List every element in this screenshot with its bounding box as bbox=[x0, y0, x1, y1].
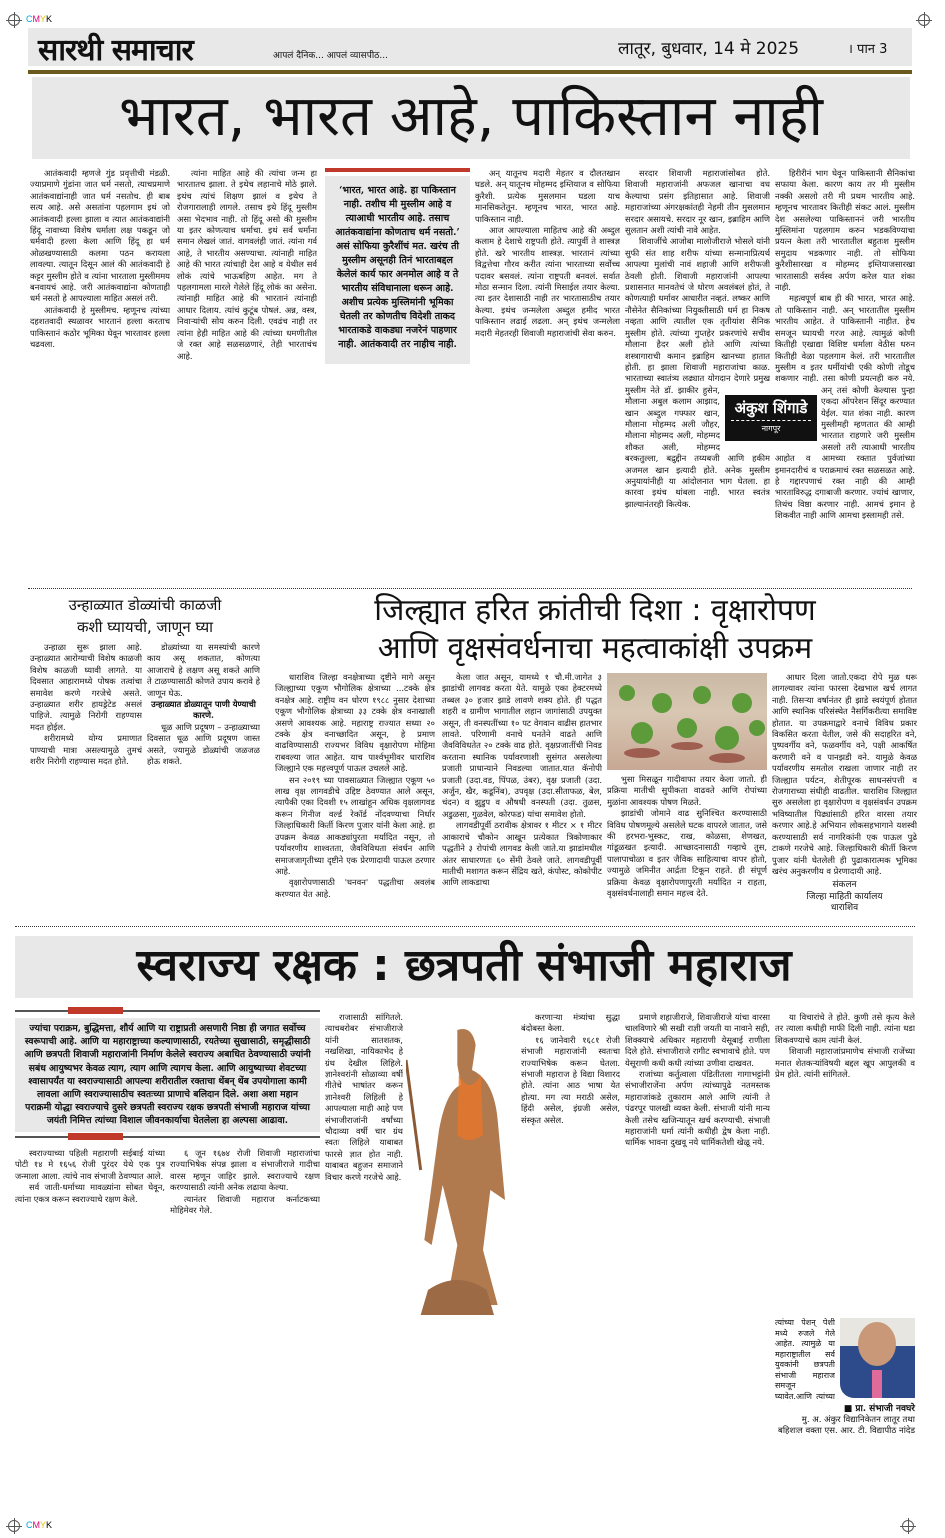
cmyk-mark: CMYK bbox=[26, 14, 53, 24]
author-photo bbox=[840, 1318, 915, 1398]
article-column: केला जात असून, यामध्ये १ चौ.मी.जागेत ३ झाडांची लागवड करता येते. यामुळे एका हेक्टरमध्ये तब्बल ३० हजार झाडे लावणे शक्य होते. ही पद्धत शहरी व ग्रामीण भागातील लहान जागांसाठी उपयुक्त असून, ती वनस्पतींच्या १० पट वेगवान वाढीस हातभार लावते. परिणामी वनाचे घनतेने वाढते आणि जैवविविधतेत २० टक्के वाढ होते. वृक्षप्रजातींची निवड करताना स्थानिक पर्यावरणाशी सुसंगत असलेल्या प्रजाती प्राधान्याने निवडल्या जातात.यात कॅनोपी प्रजाती (उदा.वड, पिंपळ, उंबर), वृक्ष प्रजाती (उदा. अर्जुन, खैर, कडूनिंब), उपवृक्ष (उदा.सीताफळ, बेल, चंदन) व झुडुप व औषधी वनस्पती (उदा. तुळस, अडुळसा, गुळवेल, कोरफड) यांचा समावेश होतो. लागवडीपूर्वी ठरावीक क्षेत्रावर १ मीटर × १ मीटर आकाराचे चौकोन आखून प्रत्येकात त्रिकोणाकार पद्धतीने ३ रोपांची लागवड केली जाते.या झाडांमधील अंतर साधारणतः ६० सेंमी ठेवले जाते. लागवडीपूर्वी मातीची मशागत करून सेंद्रिय खते, कंपोस्ट, कोकोपीट आणि लाकडाचा bbox=[442, 672, 602, 888]
article-column: प्रमाणे शहाजीराजे, शिवाजीराजे यांचा वारसा चालविणारे श्री सखी राज्ञी जयती या नावाने सही, शिक्क्याचे अधिकार महाराणी येसूबाई राणीला दिले होते. संभाजीराजे रागीट स्वभावाचे होते. पण येसूराणी कधी कधी त्यांच्या उणीवा दाखवत. राजांच्या कर्तुत्वाला पंडितीतला गागाभट्टांनी संभाजीराजेंना अर्पण त्यांच्यापुढे नतमस्तक महाराजांकडे तुकाराम आले आणि त्यांनी ते पंढरपूर पालखी व्यक्त केली. संभाजी यांनी मान्य केली तसेच खजिन्यातून खर्च करण्याची. संभाजी महाराजांनी धर्मा त्यांनी कधीही द्वेष केला नाही. धार्मिक भावना दुखवू नये धार्मिकतेशी खेळू नये. bbox=[625, 1012, 770, 1148]
article-column: त्यांना माहित आहे की त्यांचा जन्म हा भारतातच झाला. ते इथेच लहानाचे मोठे झाले. इथंच त्यांचं शिक्षण झालं व इथेच ते रोजगारालाही लागले. तसाच इथे हिंदू मुस्लीम असा भेदभाव नाही. तो हिंदू असो की मुस्लीम या इतर कोणत्याच धर्माचा. इथं सर्व धर्मांना समान लेखलं जातं. वागवलंही जातं. त्यांना गर्व आहे, ते भारतीय असण्याचा. त्यांनाही माहित आहे की भारत त्यांचाही देश आहे व येथील सर्व लोकं त्यांचे भाऊबहिण आहेत. मग ते पहलगामला मारले गेलेले हिंदू लोकं का असेना. त्यांनाही माहित आहे की भारतानं त्यांनाही आधार दिलाय. त्यांचं कुटूंब पोषलं. अन्न, वस्त्र, निवाऱ्यांची सोय करुन दिली. एवढंच नाही तर त्यांना हेही माहित आहे की त्यांच्या धमणीतील जे रक्त आहे सळसळणारं, तेही भारताचंच आहे. bbox=[177, 168, 317, 361]
article-column: भुसा मिसळून गादीवाफा तयार केला जातो. ही प्रक्रिया मातीची सुपीकता वाढवते आणि रोपांच्या मुळांना आवश्यक पोषण मिळते. झाडांची जोमाने वाढ सुनिश्चित करण्यासाठी विविध पोषणमूल्ये असलेले घटक वापरले जातात, जसे की हरभरा-भुस्कट, राख, कोळसा, शेणखत, गांडूळखत इत्यादी. आच्छादनासाठी गव्हाचे तुस, पालापाचोळा व इतर जैविक साहित्याचा वापर होतो, ज्यामुळे जमिनीत आर्द्रता टिकून राहते. ही संपूर्ण प्रक्रिया केवळ वृक्षारोपणापुरती मर्यादित न राहता, वृक्षसंवर्धनालाही समान महत्त्व देते. bbox=[607, 774, 767, 899]
article-column: स्वराज्याच्या पहिली महाराणी सईबाई यांच्या पोटी १४ मे १६५६ रोजी पुरंदर येथे एक पुत्र जन्माला आला. त्यांचे नाव संभाजी ठेवण्यात आले. सर्व जाती-धर्माच्या मावळ्यांना सोबत घेवून, त्यांना एकत्र करून स्वराज्याचे रक्षण केले. bbox=[15, 1148, 165, 1204]
article-column: ६ जून १६७४ रोजी शिवाजी महाराजांचा राज्याभिषेक संपन्न झाला व संभाजीराजे गादीचा वारस म्हणून जाहिर झाले. स्वराज्याचे रक्षण करण्यासाठी त्यांनी अनेक लढाया केल्या. त्यानंतर शिवाजी महाराज कर्नाटकच्या मोहिमेवर गेले. bbox=[170, 1148, 320, 1216]
intro-rule bbox=[15, 1010, 320, 1012]
signoff: संकलन जिल्हा माहिती कार्यालय धाराशिव bbox=[806, 880, 883, 914]
article-headline: भारत, भारत आहे, पाकिस्तान नाही bbox=[32, 77, 910, 159]
registration-mark bbox=[918, 14, 930, 26]
article-column: आधार दिला जातो.एकदा रोपे मुळ धरू लागल्यावर त्यांना फारसा देखभाल खर्च लागत नाही. तिसऱ्या वर्षानंतर ही झाडे स्वयंपूर्ण होतात आणि स्थानिक परिसंस्थेत नैसर्गिकरीत्या समाविष्ट होतात. या उपक्रमाद्वारे वनाचे विविध प्रकार विकसित करता येतील, जसे की सदाहरित वने, पुष्पवर्गीय वने, फळवर्गीय वने, पक्षी आकर्षित करणारी वने व पानझडी वने. यामुळे केवळ पर्यावरणीय समतोल राखला जाणार नाही तर जिल्ह्यात पर्यटन, शेतीपूरक साधनसंपत्ती व रोजगाराच्या संधीही वाढतील. धाराशिव जिल्ह्यात सुरु असलेला हा वृक्षारोपण व वृक्षसंवर्धन उपक्रम भविष्यातील पिढ्यांसाठी हरित वारसा तयार करणार आहे.हे अभियान लोकसहभागाने यशस्वी करण्यासाठी सर्व नागरिकांनी एक पाऊल पुढे टाकणे गरजेचे आहे. जिल्हाधिकारी कीर्ती किरण पुजार यांनी घेतलेली ही पुढाकारात्मक भूमिका खरंच अनुकरणीय व प्रेरणादायी आहे. संकलन जिल्हा माहिती कार्यालय धाराशिव bbox=[772, 672, 917, 914]
author-block bbox=[775, 1404, 915, 1437]
intro-rule bbox=[15, 1136, 320, 1138]
byline-box bbox=[725, 395, 817, 441]
intro-accent bbox=[68, 1133, 123, 1140]
article-column: राजासाठी सांगितले. त्याचबरोबर संभाजीराजे यांनी सातशतक, नखशिखा, नायिकाभेद हे ग्रंथ देखील लिहिले. ज्ञानेश्वरांनी सोळाव्या वर्षी गीतेचे भाषांतर करून ज्ञानेश्वरी लिहिली हे आपल्याला माही आहे पण संभाजीराजांनी वर्षांच्या चौदाव्या वर्षी चार ग्रंथ स्वतः लिहिले याबाबत फारसे ज्ञात होत नाही. याबाबत बहुजन समाजाने विचार करणे गरजेचे आहे. bbox=[325, 1012, 403, 1182]
intro-accent bbox=[68, 1007, 123, 1014]
article-column: डोळ्यांच्या या समस्यांची कारणे काय असू शकतात, कोणत्या आजाराचे हे लक्षण असू शकते आणि ते टाळण्यासाठी कोणते उपाय करावे हे जाणून घेऊ. उन्हाळ्यात डोळ्यातून पाणी येण्याची कारणे. धूळ आणि प्रदूषण – उन्हाळ्याच्या दिवसात धूळ आणि प्रदूषण जास्त असते, ज्यामुळे डोळ्यांची जळजळ होऊ शकते. bbox=[147, 642, 260, 767]
saplings-photo bbox=[607, 673, 767, 770]
pull-quote: ‘भारत, भारत आहे. हा पाकिस्तान नाही. तशीच मी मुस्लीम आहे व त्याआधी भारतीय आहे. तसाच आतंकवाद्यांना कोणताच धर्म नसतो.’ असं सोफिया कुरैशींचं मत. खरंच ती मुस्लीम असूनही तिनं भारताबद्दल केलेलं कार्य फार अनमोल आहे व ते भारतीय संविधानाला धरून आहे. अशीच प्रत्येक मुस्लिमांनी भूमिका घेतली तर कोणतीच विदेशी ताकद भारताकडे वाकड्या नजरेनं पाहणार नाही. आतंकवादी तर नाहीच नाही. bbox=[325, 176, 470, 364]
page-number: । पान 3 bbox=[848, 42, 888, 57]
article-headline: उन्हाळ्यात डोळ्यांची काळजी कशी घ्यायची, जाणून घ्या bbox=[68, 596, 222, 636]
author-tie bbox=[872, 1370, 882, 1398]
article-column: त्यांच्या पेशन् पेशी मध्ये रुजले गेले आहेत. त्यामुळे या महाराष्ट्रातील सर्व युवकांनी छत्रपती संभाजी महाराज समजून घ्यावेत.आणि त्यांच्या bbox=[775, 1318, 835, 1401]
masthead-title: सारथी समाचार bbox=[38, 33, 193, 68]
article-column: करणाऱ्या मंत्र्यांचा सुद्धा बंदोबस्त केला. १६ जानेवारी १६८१ रोजी संभाजी महाराजांनी स्वतःचा राज्याभिषेक करून घेतला. संभाजी महाराज हे विद्या विशारद होते. त्यांना आठ भाषा येत होत्या. मग त्या मराठी असेल, हिंदी असेल, इंग्रजी असेल, संस्कृत असेल. bbox=[475, 1012, 620, 1412]
cmyk-mark: CMYK bbox=[26, 1520, 53, 1530]
intro-box: ज्यांचा पराक्रम, बुद्धिमत्ता, शौर्य आणि या राष्ट्राप्रती असणारी निष्ठा ही जगात सर्वोच्च स्वरूपाची आहे. आणि या महाराष्ट्राच्या कल्याणासाठी, रयतेच्या सुखासाठी, समृद्धीसाठी आणि छत्रपती शिवाजी महाराजांनी निर्माण केलेले स्वराज्य अबाधित ठेवण्यासाठी ज्यांनी सबंध आयुष्यभर केवळ त्याग, त्याग आणि त्यागच केला. आणि आयुष्याच्या शेवटच्या श्वासापर्यंत या स्वराज्यासाठी आपल्या शरीरातील रक्ताचा थेंबन् थेंब उपयोगाला कामी लावला आणि स्वराज्यासाठीच स्वतःच्या प्राणाचे बलिदान दिले. अशा अशा महान पराक्रमी योद्धा स्वराज्याचे दुसरे छत्रपती स्वराज्य रक्षक छत्रपती संभाजी महाराज यांच्या जयंती निमित्त त्यांच्या विशाल जीवनकार्याचा घेतलेला हा अल्पसा आढावा. bbox=[15, 1018, 320, 1132]
registration-mark bbox=[8, 1520, 20, 1532]
article-column: अन् यातूनच मदारी मेहतर व दौलतखान घडले. अन् यातूनच मोहम्मद इम्तियाज व सोफिया कुरैशी. प्रत्येक मुसलमान घडला याच मानसिकतेतून. म्हणूनच भारत, भारत आहे. पाकिस्तान नाही. आज आपल्याला माहितच आहे की अब्दुल कलाम हे देशाचे राष्ट्रपती होते. त्यापुर्वी ते शास्त्रज्ञ होते. खरे भारतीय शास्त्रज्ञ. भारतानं त्यांच्या विद्वत्तेचा गौरव करीत त्यांना भारताच्या सर्वोच्च पदावर बसवलं. त्यांना राष्ट्रपती बनवलं. सर्वात मोठा सन्मान दिला. त्यांनी मिसाईल तयार केल्या. त्या इतर देशासाठी नाही तर भारतासाठीच तयार केल्या. इथंच जन्मलेला अब्दुल हमीद भारत पाकिस्तान लढाई लढला. अन् इथंच जन्मलेला मदारी मेहतरही शिवाजी महाराजांची सेवा करुन. bbox=[475, 168, 620, 338]
article-headline: स्वराज्य रक्षक : छत्रपती संभाजी महाराज bbox=[15, 936, 913, 998]
registration-mark bbox=[8, 14, 20, 26]
byline-name: अंकुश शिंगाडे bbox=[734, 399, 808, 417]
article-column: हिरीरीनं भाग घेवून पाकिस्तानी सैनिकांचा सफाया केला. कारण काय तर मी मुस्लीम नक्की असलो तरी मी प्रथम भारतीय आहे. म्हणूनच भारतावर कितीही संकट आलं. मुस्लीम देश असलेल्या पाकिस्ताननं जरी भारतीय मुस्लिमांना पहलगाम करुन भडकविण्याचा प्रयत्न केला तरी भारतातील बहुतःश मुस्लीम समुदाय भडकणार नाही. तो सोफिया कुरैशीसारखा व मोहम्मद इम्तियाजसारखा भारतासाठी सर्वस्व अर्पण करेल यात शंका नाही. महत्वपूर्ण बाब ही की भारत, भारत आहे. तो पाकिस्तान नाही. अन् भारतातील मुस्लीम भारतीय आहेत. ते पाकिस्तानी नाहीत. हेच समजून घ्यायची गरज आहे. त्यामुळं कोणी कितीही एखाद्या विशिष्ट धर्माला वेठीस धरुन कितीही वेळा पहलगाम केलं. तरी भारतातील मुस्लीम व इतर धर्मीयांची एकी कोणी तोडूच शकणार नाही. तसा कोणी प्रयत्नही करु नये. अन् तसं कोणी केल्यास पुन्हा एकदा ऑपरेशन सिंदूर करण्यात येईल. यात शंका नाही. कारण मुस्लीमही म्हणतात की आम्ही भारतात राहणारे जरी मुस्लीम असलो तरी त्याआधी भारतीय आहोत व आमच्या रक्तात पुर्वजांच्या इमानदारीचं व पराक्रमाचं रक्त सळसळत आहे. हे गद्दारपणाचं रक्त नाही की आम्ही भारताविरुद्ध दगाबाजी करणार. ज्यांचं खाणार, तिथंच विष्ठा करणार नाही. आमचं इमान हे शिकवीत नाही आणि आमचा इस्लामही तसे. bbox=[775, 168, 915, 521]
article-column: उन्हाळा सुरू झाला आहे. उन्हाळ्यात आरोग्याची विशेष काळजी विशेष काळजी घ्यावी लागते. या दिवसात आहारामध्ये पोषक तत्वांचा समावेश करणे गरजेचे असते. उन्हाळ्यात शरीर हायड्रेटेड असलं पाहिजे. त्यामुळे निरोगी राहण्यास मदत होईल. शरीरामध्ये योग्य प्रमाणात पाण्याची मात्रा असल्यामुळे तुमचं शरीर निरोगी राहण्यास मदत होते. bbox=[30, 642, 142, 767]
byline-place: नागपूर bbox=[731, 420, 811, 434]
article-column: या विचारांचे ते होते. कुणी तसे कृत्य केले तर त्याला कधीही माफी दिली नाही. त्यांना धडा शिकवण्याचे काम त्यांनी केलं. शिवाजी महाराजांप्रमाणेच संभाजी राजेंच्या मनात शेतकऱ्यांविषयी बद्दल खूप आपुलकी व प्रेम होते. त्यांनी सांगितले. bbox=[775, 1012, 915, 1080]
dateline: लातूर, बुधवार, 14 मे 2025 bbox=[618, 39, 800, 59]
article-column: सरदार शिवाजी महाराजांसोबत होते. शिवाजी महाराजांनी अफजल खानाचा वध केल्याचा प्रसंग इतिहासात आहे. शिवाजी महाराजांच्या अंगरक्षकांतही नेहमी तीन मुसलमान सरदार असायचे. सरदार नूर खान, इब्राहिम आणि सुलतान अशी त्यांची नावे आहेत. शिवाजींचे आजोबा मालोजीराजे भोसले यांनी सुफी संत शाह शरीफ यांच्या सन्मानाप्रित्यर्थ आपल्या मुलांची नावं शहाजी आणि शरीफजी ठेवली होती. शिवाजी महाराजांनी आपल्या प्रशासनात मानवतेचं जे धोरण अवलंबलं होतं, ते कोणत्याही धर्मावर आधारीत नव्हतं. लष्कर आणि नौसेनेत सैनिकांच्या नियुक्तीसाठी धर्म हा निकष नव्हता आणि त्यातील एक तृतीयांश सैनिक मुस्लीम होते. त्यांच्या गुप्तहेर प्रकरणांचे सचीव मौलाना हैदर अली होते आणि त्यांच्या शस्त्रागाराची कमान इब्राहिम खानच्या हातात होती. हा झाला शिवाजी महाराजांचा काळ. भारताच्या स्वातंत्र्य लढ्यात योगदान देणारे प्रमुख मुस्लीम नेते डॉ. झाकीर हुसेन, मौलाना अबुल कलाम आझाद, खान अब्दुल गफ्फार खान, मौलाना मोहम्मद अली जौहर, मौलाना मोहम्मद अली, मोहम्मद शौकत अली, मोहम्मद बरकतुल्ला, बद्रुद्दीन तय्यबजी आणि हकीम अजमल खान इत्यादी होते. अनेक मुस्लीम अनुयायांनीही या आंदोलनात भाग घेतला. हा कारवा इथंच थांबला नाही. भारत स्वतंत्र झाल्यानंतरही कित्येक. bbox=[625, 168, 770, 509]
author-face bbox=[858, 1322, 896, 1366]
article-headline: जिल्ह्यात हरित क्रांतीची दिशा : वृक्षारोपण आणि वृक्षसंवर्धनाचा महत्वाकांक्षी उपक्रम bbox=[374, 593, 816, 666]
article-column: धाराशिव जिल्हा वनक्षेत्राच्या दृष्टीने मागे असून जिल्ह्याच्या एकूण भौगोलिक क्षेत्राच्या ...टक्के क्षेत्र वनक्षेत्र आहे. राष्ट्रीय वन धोरण १९८८ नुसार देशाच्या एकूण भौगोलिक क्षेत्राच्या ३३ टक्के क्षेत्र वनाखाली असणे आवश्यक आहे. महाराष्ट्र राज्यात सध्या २० टक्के क्षेत्र वनाच्छादित असून, हे प्रमाण वाढविण्यासाठी राज्यभर विविध वृक्षारोपण मोहिमा राबवल्या जात आहेत. याच पार्श्वभूमीवर धाराशिव जिल्ह्याने एक महत्त्वपूर्ण पाऊल उचलले आहे. सन २०१९ च्या पावसाळ्यात जिल्ह्यात एकूण ५० लाख वृक्ष लागवडीचे उद्दिष्ट ठेवण्यात आले असून, त्यापैकी एका दिवशी १५ लाखांहून अधिक वृक्षलागवड करून गिनीज वर्ल्ड रेकॉर्ड नोंदवण्याचा निर्धार जिल्हाधिकारी किर्ती किरण पुजार यांनी केला आहे. हा उपक्रम केवळ आकड्यांपुरता मर्यादित नसून, तो पर्यावरणीय शाश्वतता, जैवविविधता संवर्धन आणि समाजजागृतीच्या दृष्टीने एक प्रेरणादायी पाऊल ठरणार आहे. वृक्षारोपणासाठी 'घनवन' पद्धतीचा अवलंब करण्यात येत आहे. bbox=[275, 672, 435, 899]
quote-accent bbox=[325, 168, 470, 172]
author-affiliation: मु. अ. अंकुर विद्यानिकेतन लातूर तथा बहिशःल वक्ता एस. आर. टी. विद्यापीठ नांदेड bbox=[777, 1415, 915, 1436]
divider bbox=[28, 588, 912, 589]
masthead bbox=[28, 28, 912, 66]
author-name: ■ प्रा. संभाजी नवघरे bbox=[843, 1404, 915, 1414]
statue-wrap-gap bbox=[475, 1012, 521, 1324]
saplings-illustration bbox=[607, 673, 767, 770]
masthead-rule bbox=[28, 70, 912, 74]
divider bbox=[15, 926, 915, 927]
registration-mark bbox=[902, 1520, 914, 1532]
article-column: आतंकवादी म्हणजे गुंड प्रवृत्तीची मंडळी. ज्याप्रमाणे गुंडांना जात धर्म नसतो, त्याचप्रमाणे आतंकवाद्यांनाही जात धर्म नसतोच. ही बाब सत्य आहे. असे असतांना पहलगाम इथं जो आतंकवादी हल्ला झाला व त्यात आतंकवाद्यांनी हिंदू नावाच्या विशेष धर्माला लक्ष पकडून जो धर्मवादी हल्ला केला आणि हिंदू हा धर्म ओळखण्यासाठी कलमा पठन करायला लावल्या. त्यातून दिसून आलं की आतंकवादी हे कट्टर मुस्लीम होते व त्यांना भारताला मुस्लीममय बनवायचं आहे. जरी आतंकवाद्यांना कोणताही धर्म नसतो हे आपल्याला माहित असलं तरी. आतंकवादी हे मुस्लीमच. म्हणूनच त्यांच्या दहशतवादी स्थळावर भारतानं हल्ला करताच पाकिस्तानं कठोर भूमिका घेवून भारतावर हल्ला चढवला. bbox=[30, 168, 170, 350]
masthead-tagline: आपलं दैनिक... आपलं व्यासपीठ... bbox=[273, 51, 388, 61]
